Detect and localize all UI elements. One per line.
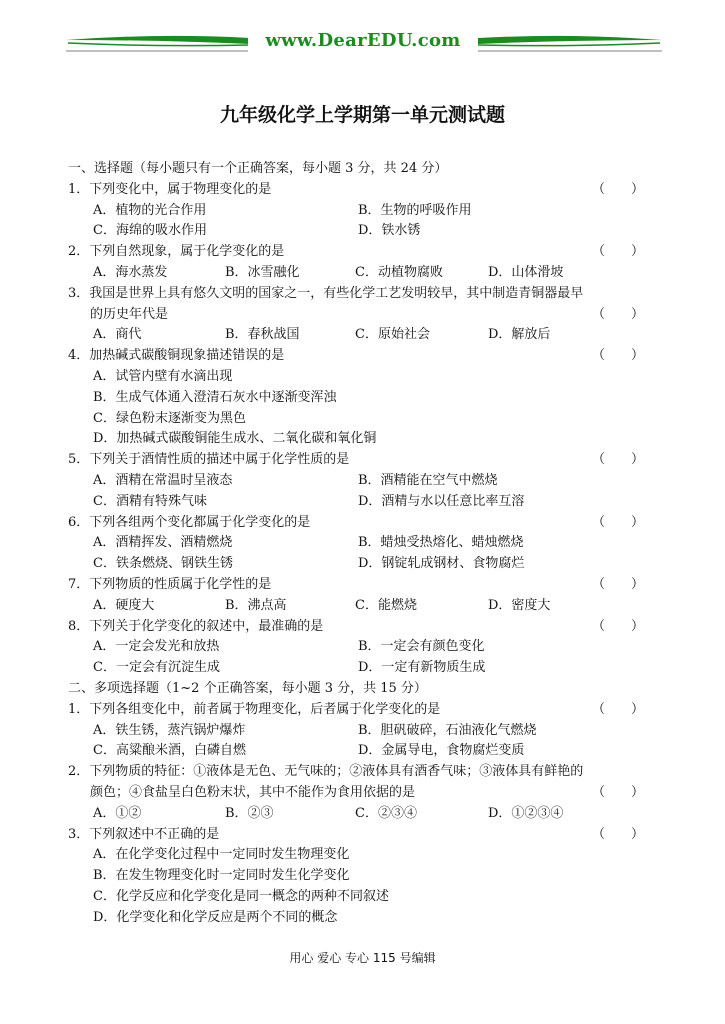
- option: C．一定会有沉淀生成: [93, 660, 220, 676]
- option: B．一定会有颜色变化: [358, 639, 485, 655]
- answer-blank: （ ）: [592, 784, 645, 800]
- option: B．②③: [225, 805, 274, 821]
- option: D．化学变化和化学反应是两个不同的概念: [93, 909, 338, 925]
- question-stem: 1．下列各组变化中，前者属于物理变化，后者属于化学变化的是: [68, 701, 441, 717]
- option: A．试管内壁有水滴出现: [93, 368, 233, 384]
- answer-blank: （ ）: [592, 701, 645, 717]
- option: D．加热碱式碳酸铜能生成水、二氧化碳和氧化铜: [93, 431, 377, 447]
- option: B．生成气体通入澄清石灰水中逐渐变浑浊: [93, 389, 337, 405]
- question-body: [0, 159, 725, 928]
- option: C．②③④: [355, 805, 417, 821]
- option: C．化学反应和化学变化是同一概念的两种不同叙述: [93, 888, 389, 904]
- option: D．解放后: [488, 327, 551, 343]
- section-heading: 一、选择题（每小题只有一个正确答案，每小题 3 分，共 24 分）: [68, 161, 448, 176]
- answer-blank: （ ）: [592, 618, 645, 634]
- option: C．高粱酿米酒，白磷自燃: [93, 743, 246, 759]
- question-stem: 2．下列物质的特征：①液体是无色、无气味的；②液体具有酒香气味；③液体具有鲜艳的: [68, 764, 584, 780]
- option: A．植物的光合作用: [93, 202, 207, 218]
- option: B．胆矾破碎，石油液化气燃烧: [358, 722, 537, 738]
- question-stem: 6．下列各组两个变化都属于化学变化的是: [68, 514, 311, 530]
- answer-blank: （ ）: [592, 348, 645, 364]
- option: C．铁条燃烧、钢铁生锈: [93, 556, 233, 572]
- option: D．密度大: [488, 597, 551, 613]
- option: A．酒精在常温时呈液态: [93, 472, 233, 488]
- option: C．海绵的吸水作用: [93, 223, 207, 239]
- question-stem: 4．加热碱式碳酸铜现象描述错误的是: [68, 348, 285, 364]
- question-stem: 1．下列变化中，属于物理变化的是: [68, 181, 272, 197]
- option: B．沸点高: [225, 597, 287, 613]
- option: A．①②: [93, 805, 142, 821]
- option: C．能燃烧: [355, 597, 417, 613]
- question-stem: 3．我国是世界上具有悠久文明的国家之一，有些化学工艺发明较早，其中制造青铜器最早: [68, 285, 584, 301]
- option: B．冰雪融化: [225, 264, 300, 280]
- question-stem-cont: 颜色；④食盐呈白色粉末状，其中不能作为食用依据的是: [90, 784, 416, 800]
- option: D．一定有新物质生成: [358, 660, 486, 676]
- answer-blank: （ ）: [592, 452, 645, 468]
- question-stem: 8．下列关于化学变化的叙述中，最准确的是: [68, 618, 324, 634]
- option: D．山体滑坡: [488, 264, 564, 280]
- option: A．铁生锈，蒸汽锅炉爆炸: [93, 722, 246, 738]
- option: C．动植物腐败: [355, 264, 443, 280]
- question-stem: 2．下列自然现象，属于化学变化的是: [68, 244, 285, 260]
- option: D．①②③④: [488, 805, 564, 821]
- answer-blank: （ ）: [592, 181, 645, 197]
- option: D．钢锭轧成钢材、食物腐烂: [358, 556, 525, 572]
- section-heading: 二、多项选择题（1~2 个正确答案，每小题 3 分，共 15 分）: [68, 680, 427, 696]
- option: A．商代: [93, 327, 142, 343]
- question-stem-cont: 的历史年代是: [90, 306, 169, 322]
- answer-blank: （ ）: [592, 514, 645, 530]
- option: D．酒精与水以任意比率互溶: [358, 493, 525, 509]
- option: B．蜡烛受热熔化、蜡烛燃烧: [358, 535, 524, 551]
- question-stem: 3．下列叙述中不正确的是: [68, 826, 220, 842]
- option: C．原始社会: [355, 327, 430, 343]
- option: D．铁水锈: [358, 223, 421, 239]
- option: A．海水蒸发: [93, 264, 168, 280]
- answer-blank: （ ）: [592, 306, 645, 322]
- question-stem: 5．下列关于酒情性质的描述中属于化学性质的是: [68, 452, 350, 468]
- option: A．一定会发光和放热: [93, 639, 220, 655]
- option: D．金属导电，食物腐烂变质: [358, 743, 525, 759]
- site-url: www.DearEDU.com: [248, 30, 478, 52]
- answer-blank: （ ）: [592, 244, 645, 260]
- answer-blank: （ ）: [592, 826, 645, 842]
- option: B．在发生物理变化时一定同时发生化学变化: [93, 868, 350, 884]
- page-header: [0, 18, 725, 62]
- answer-blank: （ ）: [592, 576, 645, 592]
- option: C．绿色粉末逐渐变为黑色: [93, 410, 246, 426]
- page-footer: 用心 爱心 专心 115 号编辑: [289, 951, 436, 965]
- option: A．在化学变化过程中一定同时发生物理变化: [93, 847, 350, 863]
- option: B．春秋战国: [225, 327, 300, 343]
- option: B．酒精能在空气中燃烧: [358, 472, 498, 488]
- option: C．酒精有特殊气味: [93, 493, 207, 509]
- option: A．酒精挥发、酒精燃烧: [93, 535, 233, 551]
- option: B．生物的呼吸作用: [358, 202, 472, 218]
- question-stem: 7．下列物质的性质属于化学性的是: [68, 576, 272, 592]
- page-title: 九年级化学上学期第一单元测试题: [219, 104, 505, 126]
- option: A．硬度大: [93, 597, 155, 613]
